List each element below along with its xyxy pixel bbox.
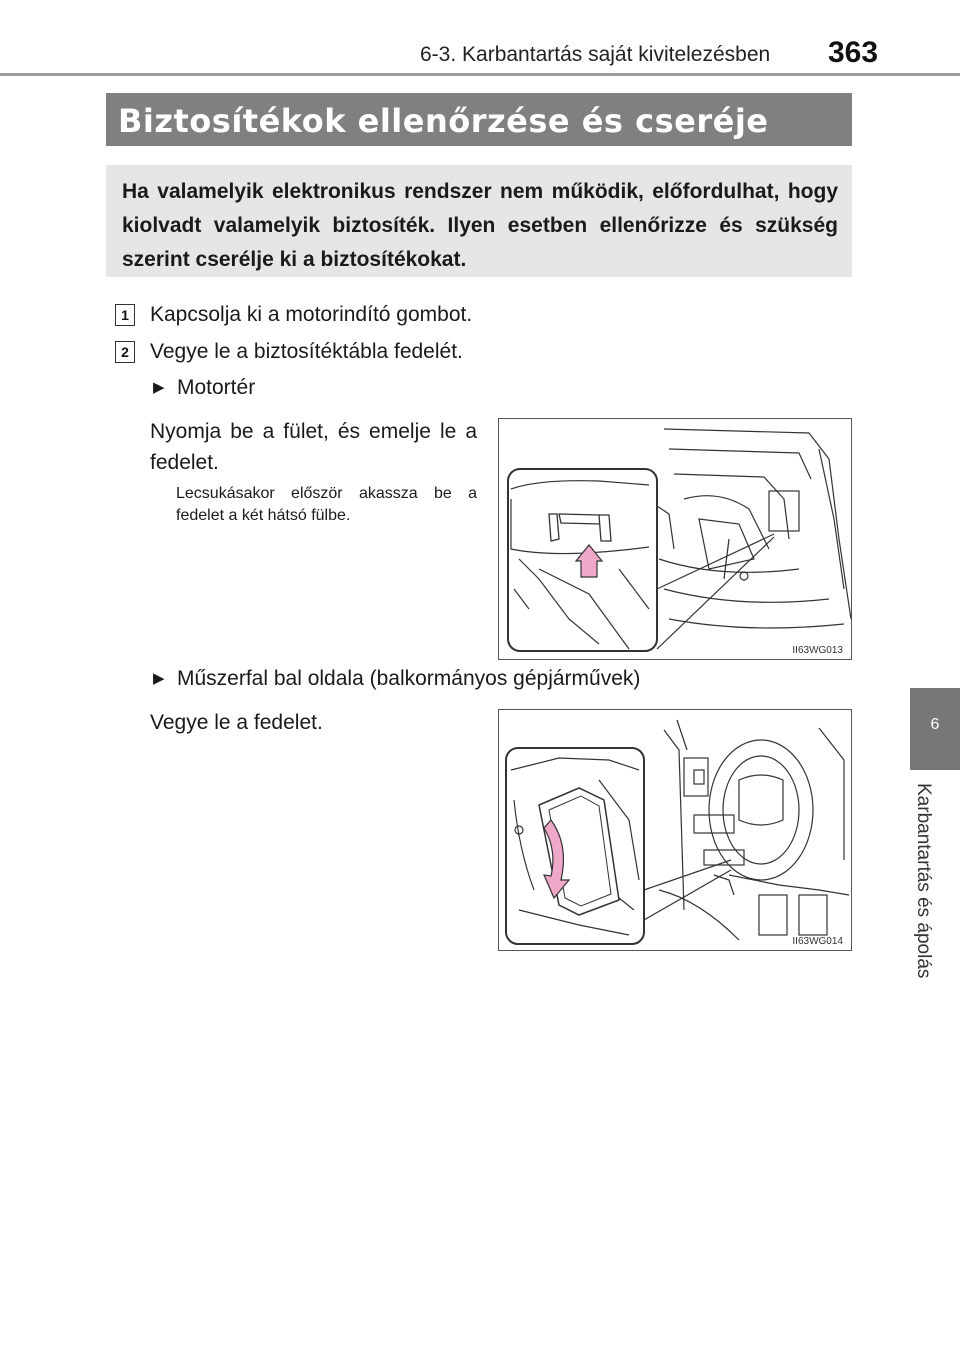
- figure-code: II63WG013: [792, 645, 843, 656]
- chapter-tab: [910, 688, 960, 770]
- header-rule: [0, 73, 960, 76]
- bullet-label: Motortér: [177, 376, 256, 399]
- bullet-motorter: [153, 376, 255, 400]
- engine-bay-illustration: [499, 419, 851, 659]
- triangle-bullet-icon: ▶: [153, 379, 165, 396]
- step-number-1: 1: [115, 304, 135, 326]
- instruction-text-1: Nyomja be a fület, és emelje le a fedelet.: [150, 420, 477, 474]
- figure-engine-bay: [498, 418, 852, 660]
- note-text-1: Lecsukásakor először akassza be a fedelet a két hátsó fülbe.: [176, 485, 477, 524]
- bullet-muszerfal: [153, 667, 640, 691]
- chapter-number: 6: [930, 716, 940, 733]
- bullet-label: Műszerfal bal oldala (balkormányos gépjárművek): [177, 667, 641, 690]
- intro-box: [106, 165, 852, 277]
- running-header-section: 6-3. Karbantartás saját kivitelezésben: [420, 43, 771, 66]
- intro-text: Ha valamelyik elektronikus rendszer nem működik, előfordulhat, hogy kiolvadt valamelyik biztosíték. Ilyen esetben ellenőrizze és szükség szerint cserélje ki a biztosítékokat.: [122, 180, 838, 271]
- step-text-1: Kapcsolja ki a motorindító gombot.: [150, 303, 473, 326]
- dashboard-illustration: [499, 710, 851, 950]
- triangle-bullet-icon: ▶: [153, 670, 165, 687]
- step-text-2: Vegye le a biztosítéktábla fedelét.: [150, 340, 463, 363]
- instruction-text-2: Vegye le a fedelet.: [150, 711, 323, 734]
- chapter-title: Karbantartás és ápolás: [913, 783, 934, 979]
- figure-code: II63WG014: [792, 936, 843, 947]
- step-number-2: 2: [115, 341, 135, 363]
- figure-dashboard: [498, 709, 852, 951]
- section-title-bar: [106, 93, 852, 146]
- page-title: Biztosítékok ellenőrzése és cseréje: [118, 102, 769, 140]
- page-number: 363: [828, 36, 879, 69]
